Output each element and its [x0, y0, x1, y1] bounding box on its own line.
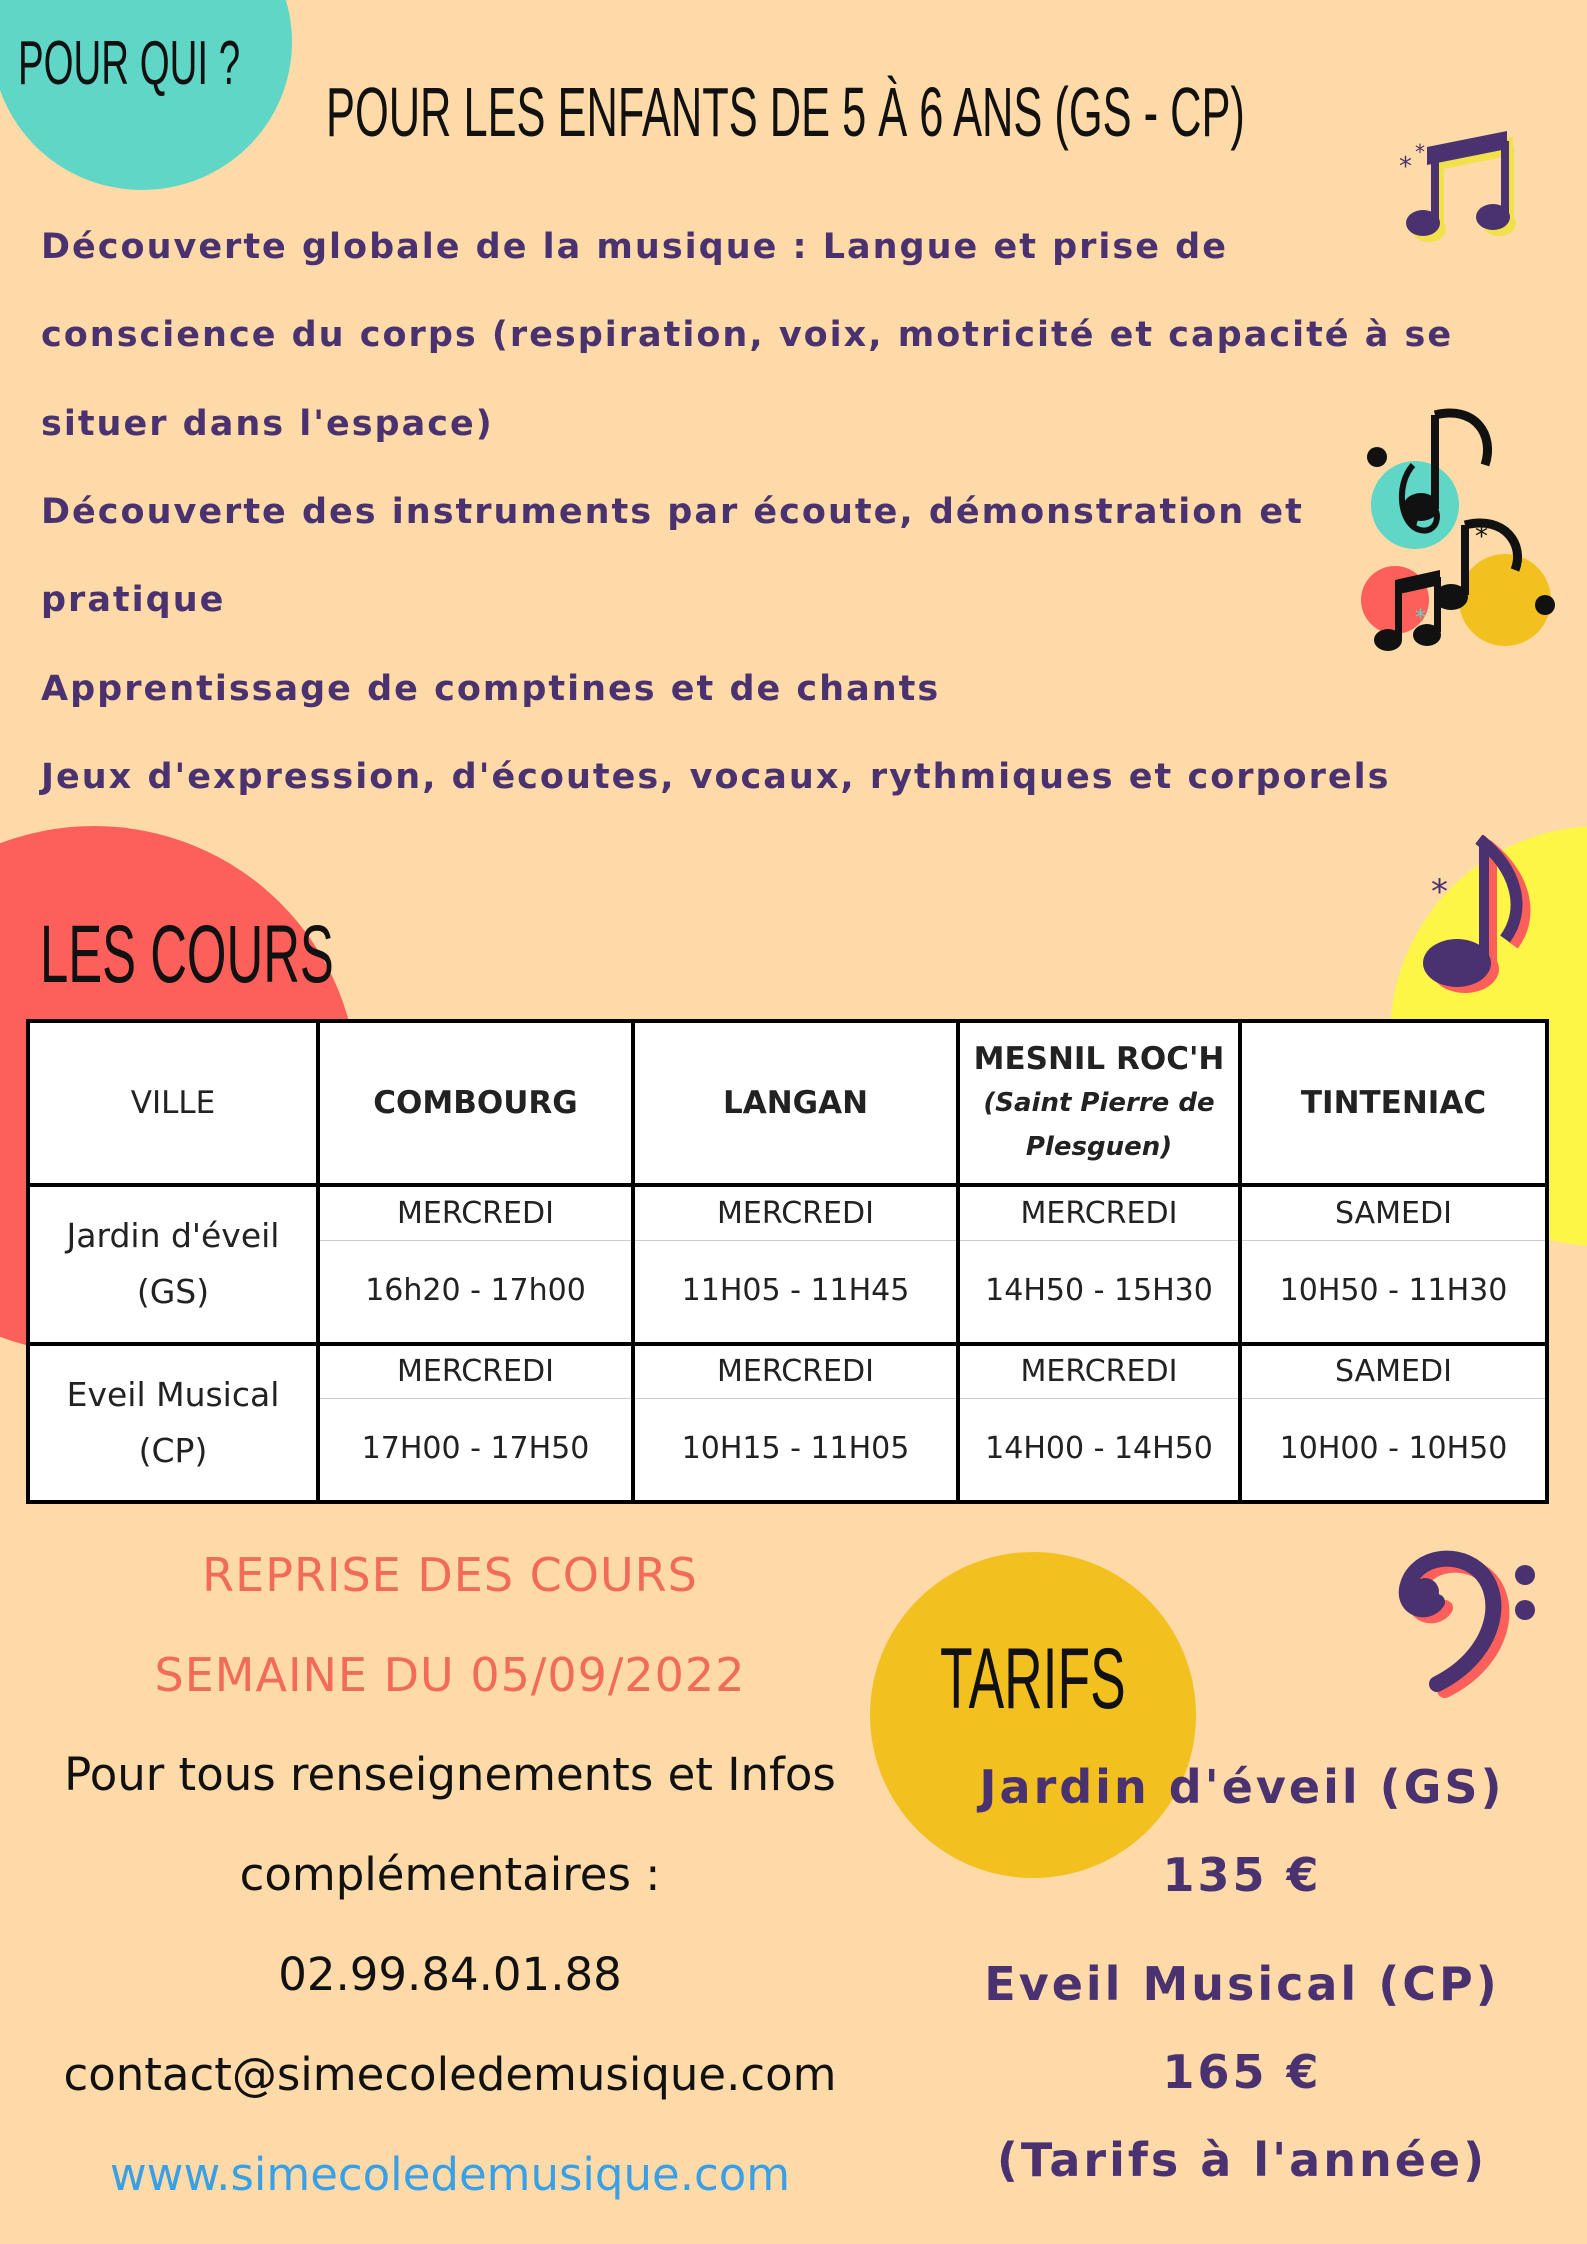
website-link[interactable]: www.simecoledemusique.com [109, 2148, 791, 2201]
header-ville: VILLE [28, 1021, 318, 1185]
contact-phone[interactable]: 02.99.84.01.88 [278, 1948, 622, 2001]
header-mesnil-sub: (Saint Pierre de Plesguen) [983, 1088, 1215, 1162]
row-label [28, 1185, 318, 1344]
table-cell [958, 1344, 1240, 1503]
table-row [28, 1344, 1547, 1503]
row-label-line2: (CP) [138, 1430, 208, 1470]
table-cell [633, 1344, 958, 1503]
music-note-icon [1395, 125, 1525, 255]
intro-line-7: Jeux d'expression, d'écoutes, vocaux, rythmiques et corporels [41, 757, 1391, 797]
header-mesnil-name: MESNIL ROC'H [973, 1041, 1225, 1077]
table-cell [958, 1185, 1240, 1344]
cell-time: 14H00 - 14H50 [985, 1431, 1213, 1467]
table-cell [1240, 1185, 1547, 1344]
headline: POUR LES ENFANTS DE 5 À 6 ANS (GS - CP) [326, 73, 1245, 151]
cell-day: MERCREDI [320, 1188, 631, 1241]
tarif-item2-label: Eveil Musical (CP) [984, 1957, 1500, 2011]
music-notes-cluster-icon [1355, 395, 1555, 675]
cell-time: 10H50 - 11H30 [1279, 1272, 1508, 1308]
cell-time: 10H15 - 11H05 [681, 1431, 910, 1467]
row-label-line1: Eveil Musical [66, 1374, 280, 1414]
header-langan: LANGAN [633, 1021, 958, 1185]
intro-line-1: Découverte globale de la musique : Langue et prise de [41, 227, 1228, 267]
cell-day: MERCREDI [960, 1346, 1238, 1399]
cell-time: 14H50 - 15H30 [985, 1272, 1213, 1308]
table-row [28, 1185, 1547, 1344]
contact-line-2: complémentaires : [239, 1848, 661, 1901]
row-label-line1: Jardin d'éveil [66, 1216, 280, 1256]
reprise-line-2: SEMAINE DU 05/09/2022 [154, 1648, 746, 1702]
music-note-icon [1395, 835, 1535, 1005]
table-cell [1240, 1344, 1547, 1503]
svg-text:*: * [1399, 152, 1412, 182]
header-mesnil [958, 1021, 1240, 1185]
reprise-line-1: REPRISE DES COURS [202, 1548, 698, 1602]
tarif-note: (Tarifs à l'année) [996, 2133, 1488, 2187]
tarif-item1-label: Jardin d'éveil (GS) [979, 1760, 1505, 1814]
courses-title: LES COURS [40, 909, 334, 1000]
svg-text:*: * [1415, 606, 1426, 631]
table-header-row [28, 1021, 1547, 1185]
tarif-item1-price: 135 € [1162, 1848, 1322, 1902]
contact-line-1: Pour tous renseignements et Infos [64, 1748, 836, 1801]
contact-email[interactable]: contact@simecoledemusique.com [63, 2048, 837, 2101]
cell-time: 11H05 - 11H45 [681, 1272, 910, 1308]
cell-day: MERCREDI [960, 1188, 1238, 1241]
cell-day: MERCREDI [320, 1346, 631, 1399]
svg-text:*: * [1431, 872, 1448, 912]
cell-time: 10H00 - 10H50 [1279, 1431, 1508, 1467]
intro-line-5: pratique [41, 580, 226, 620]
cell-day: MERCREDI [635, 1346, 956, 1399]
schedule-table [26, 1019, 1549, 1504]
bass-clef-icon [1385, 1540, 1545, 1700]
tarifs-title: TARIFS [940, 1631, 1126, 1727]
row-label [28, 1344, 318, 1503]
svg-text:*: * [1475, 522, 1488, 552]
svg-text:*: * [1415, 140, 1425, 164]
table-cell [318, 1185, 633, 1344]
tarif-item2-price: 165 € [1162, 2045, 1322, 2099]
intro-line-6: Apprentissage de comptines et de chants [41, 669, 941, 709]
intro-line-2: conscience du corps (respiration, voix, motricité et capacité à se [41, 315, 1454, 355]
cell-day: SAMEDI [1242, 1188, 1545, 1241]
row-label-line2: (GS) [136, 1272, 210, 1312]
header-combourg: COMBOURG [318, 1021, 633, 1185]
header-tinteniac: TINTENIAC [1240, 1021, 1547, 1185]
intro-line-4: Découverte des instruments par écoute, démonstration et [41, 492, 1304, 532]
cell-time: 16h20 - 17h00 [365, 1272, 586, 1308]
table-cell [633, 1185, 958, 1344]
cell-day: SAMEDI [1242, 1346, 1545, 1399]
cell-day: MERCREDI [635, 1188, 956, 1241]
who-label: POUR QUI ? [18, 29, 241, 98]
cell-time: 17H00 - 17H50 [361, 1431, 590, 1467]
intro-line-3: situer dans l'espace) [41, 404, 494, 444]
table-cell [318, 1344, 633, 1503]
